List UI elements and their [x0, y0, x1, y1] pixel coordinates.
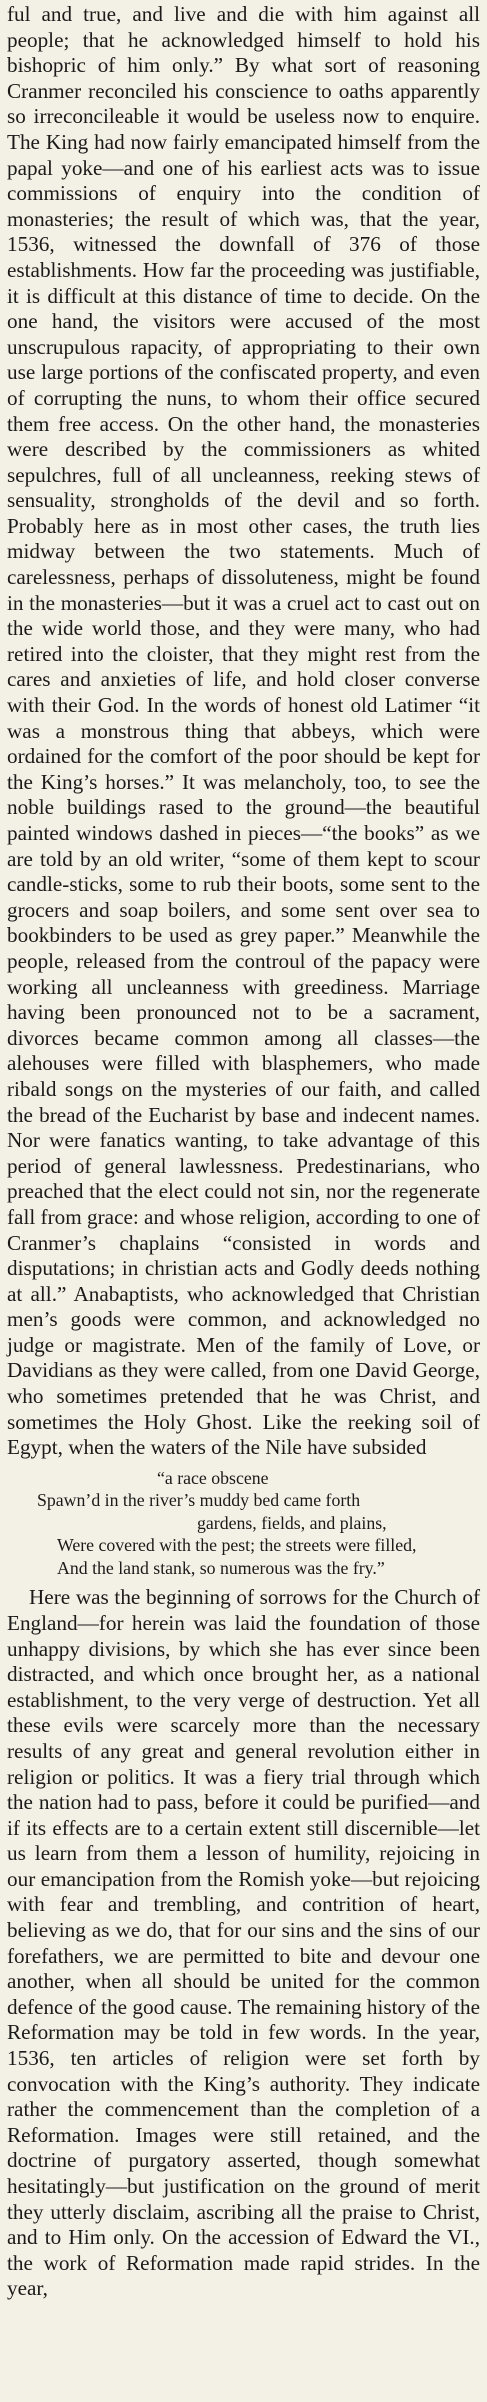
verse-line-4: Were covered with the pest; the streets were filled,	[57, 1535, 417, 1556]
verse-line-5: And the land stank, so numerous was the fry.”	[57, 1557, 385, 1578]
verse-line-3: gardens, fields, and plains,	[197, 1512, 387, 1533]
paragraph-monasteries: ful and true, and live and die with him against all people; that he acknowledged himself to hold his bishopric of him only.” By what sort of reasoning Cranmer reconciled his conscience to oaths apparently so irreconcileable it would be useless now to enquire. The King had now fairly emancipated himself from the papal yoke—and one of his earliest acts was to issue commissions of enquiry into the condition of monasteries; the result of which was, that the year, 1536, witnessed the downfall of 376 of those establishments. How far the proceeding was justifiable, it is difficult at this distance of time to decide. On the one hand, the visitors were accused of the most unscrupulous rapacity, of appropriating to their own use large portions of the confiscated property, and even of corrupting the nuns, to whom their office secured them free access. On the other hand, the monasteries were described by the commissioners as whited sepulchres, full of all uncleanness, reeking stews of sensuality, strongholds of the devil and so forth. Probably here as in most other cases, the truth lies midway between the two statements. Much of carelessness, perhaps of dissoluteness, might be found in the monasteries—but it was a cruel act to cast out on the wide world those, and they were many, who had retired into the cloister, that they might rest from the cares and anxieties of life, and hold closer converse with their God. In the words of honest old Latimer “it was a monstrous thing that abbeys, which were ordained for the comfort of the poor should be kept for the King’s horses.” It was melancholy, too, to see the noble buildings rased to the ground—the beautiful painted windows dashed in pieces—“the books” as we are told by an old writer, “some of them kept to scour candle-sticks, some to rub their boots, some sent to the grocers and soap boilers, and some sent over sea to bookbinders to be used as grey paper.” Meanwhile the people, released from the controul of the papacy were working all uncleanness with greediness. Marriage having been pronounced not to be a sacrament, divorces became common among all classes—the alehouses were filled with blasphemers, who made ribald songs on the mysteries of our faith, and called the bread of the Eucharist by base and indecent names. Nor were fanatics wanting, to take advantage of this period of general lawlessness. Predestinarians, who preached that the elect could not sin, nor the regenerate fall from grace: and whose religion, according to one of Cranmer’s chaplains “consisted in words and disputations; in christian acts and Godly deeds nothing at all.” Anabaptists, who acknowledged that Christian men’s goods were common, and acknowledged no judge or magistrate. Men of the family of Love, or Davidians as they were called, from one David George, who sometimes pretended that he was Christ, and sometimes the Holy Ghost. Like the reeking soil of Egypt, when the waters of the Nile have subsided	[7, 2, 481, 1460]
verse-line-1: “a race obscene	[157, 1467, 269, 1488]
paragraph-church-of-england: Here was the beginning of sorrows for the Church of England—for herein was laid the foundation of those unhappy divisions, by which she has ever since been distracted, and which once brought her, as a national establishment, to the very verge of destruction. Yet all these evils were scarcely more than the necessary results of any great and general revolution either in religion or politics. It was a fiery trial through which the nation had to pass, before it could be purified—and if its effects are to a certain extent still discernible—let us learn from them a lesson of humility, rejoicing in our emancipation from the Romish yoke—but rejoicing with fear and trembling, and contrition of heart, believing as we do, that for our sins and the sins of our forefathers, we are permitted to bite and devour one another, when all should be united for the common defence of the good cause. The remaining history of the Reformation may be told in few words. In the year, 1536, ten articles of religion were set forth by convocation with the King’s authority. They indicate rather the commencement than the completion of a Reformation. Images were still retained, and the doctrine of purgatory asserted, though somewhat hesitatingly—but justification on the ground of merit they utterly disclaim, ascribing all the praise to Christ, and to Him only. On the accession of Edward the VI., the work of Reformation made rapid strides. In the year,	[7, 1585, 480, 2301]
verse-line-2: Spawn’d in the river’s muddy bed came forth	[37, 1490, 361, 1511]
verse-quotation	[7, 1467, 480, 1580]
